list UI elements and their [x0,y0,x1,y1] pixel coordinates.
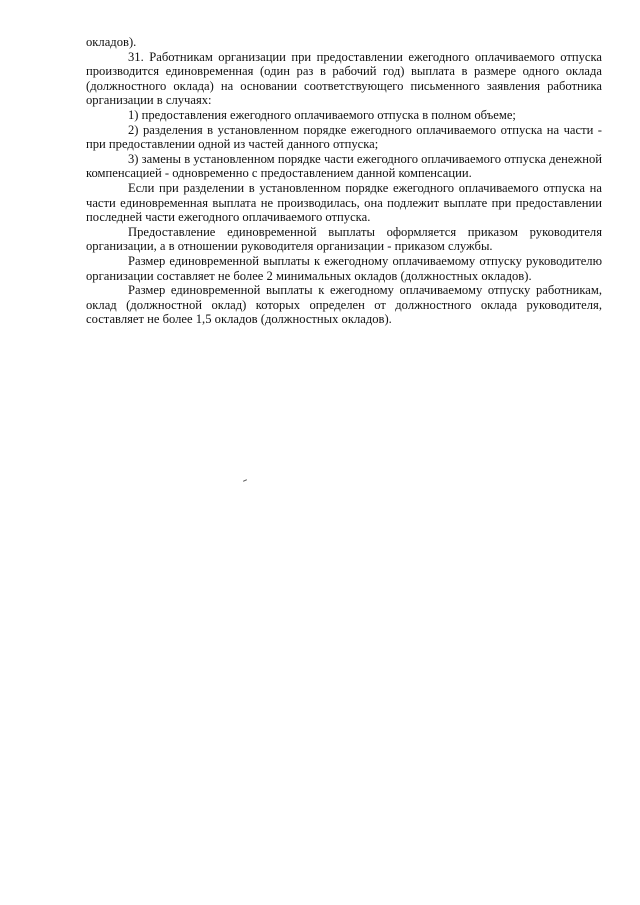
paragraph-item-31: 31. Работникам организации при предоставлении ежегодного оплачиваемого отпуска производится единовременная (один раз в рабочий год) выплата в размере одного оклада (должностного оклада) на основании соответствующего письменного заявления работника организации в случаях: [86,49,602,108]
paragraph-split-leave: Если при разделении в установленном порядке ежегодного оплачиваемого отпуска на части единовременная выплата не производилась, она подлежит выплате при предоставлении последней части ежегодного оплачиваемого отпуска. [86,180,602,225]
paragraph-order: Предоставление единовременной выплаты оформляется приказом руководителя организации, а в отношении руководителя организации - приказом службы. [86,224,602,254]
paragraph-head-amount: Размер единовременной выплаты к ежегодному оплачиваемому отпуску руководителю организации составляет не более 2 минимальных окладов (должностных окладов). [86,253,602,283]
scan-speck [243,479,247,482]
paragraph-case-2: 2) разделения в установленном порядке ежегодного оплачиваемого отпуска на части - при предоставлении одной из частей данного отпуска; [86,122,602,152]
paragraph-case-3: 3) замены в установленном порядке части ежегодного оплачиваемого отпуска денежной компенсацией - одновременно с предоставлением данной компенсации. [86,151,602,181]
document-body [86,35,602,327]
paragraph-case-1: 1) предоставления ежегодного оплачиваемого отпуска в полном объеме; [128,107,516,122]
paragraph-staff-amount: Размер единовременной выплаты к ежегодному оплачиваемому отпуску работникам, оклад (должностной оклад) которых определен от должностного оклада руководителя, составляет не более 1,5 окладов (должностных окладов). [86,283,602,327]
paragraph-continuation: окладов). [86,35,137,49]
